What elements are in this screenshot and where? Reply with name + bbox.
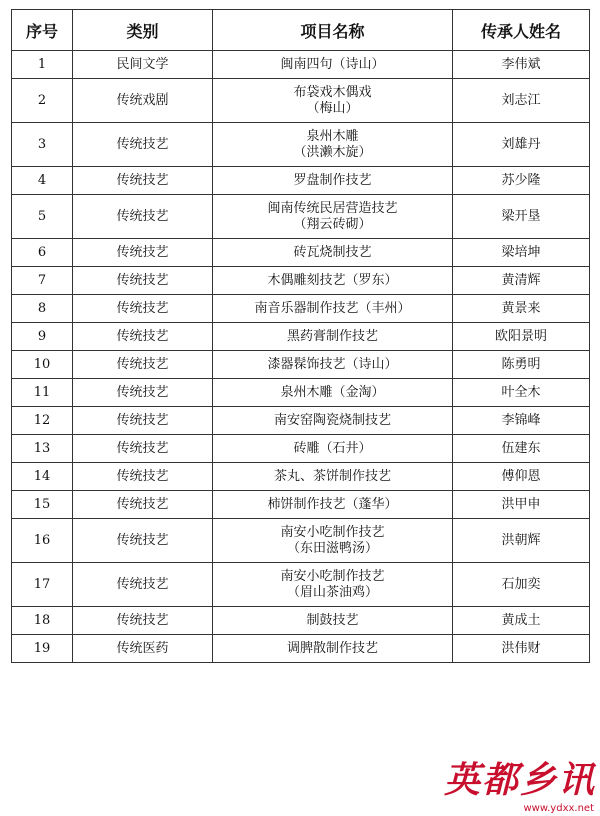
cell-inheritor-name: 黄清辉 [453, 267, 590, 295]
cell-category: 传统技艺 [73, 267, 213, 295]
project-name-line: 南安小吃制作技艺 [280, 568, 385, 584]
cell-category: 传统技艺 [73, 407, 213, 435]
cell-index: 19 [12, 635, 73, 663]
project-name-line: 泉州木雕 [306, 128, 359, 144]
project-name-line: 漆器髹饰技艺（诗山） [267, 356, 398, 372]
project-name-line: （东田滋鸭汤） [286, 540, 378, 556]
table-row [12, 123, 590, 167]
project-name-line: （洪濑木旋） [293, 144, 372, 160]
cell-project-name [213, 407, 453, 435]
cell-index: 12 [12, 407, 73, 435]
heritage-inheritor-table [11, 9, 590, 663]
cell-inheritor-name: 陈勇明 [453, 351, 590, 379]
cell-project-name [213, 123, 453, 167]
cell-category: 传统技艺 [73, 351, 213, 379]
cell-index: 7 [12, 267, 73, 295]
table-row [12, 351, 590, 379]
table-row [12, 635, 590, 663]
header-index: 序号 [12, 10, 73, 51]
cell-category: 传统技艺 [73, 519, 213, 563]
cell-category: 传统医药 [73, 635, 213, 663]
project-name-line: 柿饼制作技艺（蓬华） [267, 496, 398, 512]
table-row [12, 435, 590, 463]
project-name-line: 砖雕（石井） [293, 440, 372, 456]
table-row [12, 239, 590, 267]
table-row [12, 407, 590, 435]
cell-inheritor-name: 洪伟财 [453, 635, 590, 663]
cell-inheritor-name: 叶全木 [453, 379, 590, 407]
cell-category: 传统技艺 [73, 435, 213, 463]
cell-inheritor-name: 李伟斌 [453, 51, 590, 79]
cell-category: 传统技艺 [73, 167, 213, 195]
cell-index: 9 [12, 323, 73, 351]
header-category: 类别 [73, 10, 213, 51]
cell-index: 3 [12, 123, 73, 167]
cell-inheritor-name: 刘雄丹 [453, 123, 590, 167]
cell-project-name [213, 635, 453, 663]
table-row [12, 491, 590, 519]
cell-inheritor-name: 黄景来 [453, 295, 590, 323]
cell-project-name [213, 351, 453, 379]
project-name-line: 茶丸、茶饼制作技艺 [273, 468, 391, 484]
cell-project-name [213, 379, 453, 407]
table-row [12, 167, 590, 195]
cell-category: 传统技艺 [73, 195, 213, 239]
watermark-logo-text: 英都乡讯 [443, 759, 596, 801]
cell-category: 民间文学 [73, 51, 213, 79]
project-name-line: 闽南传统民居营造技艺 [267, 200, 398, 216]
cell-inheritor-name: 洪甲申 [453, 491, 590, 519]
cell-inheritor-name: 刘志江 [453, 79, 590, 123]
table-row [12, 463, 590, 491]
project-name-line: 制鼓技艺 [306, 612, 359, 628]
cell-category: 传统技艺 [73, 563, 213, 607]
cell-category: 传统技艺 [73, 123, 213, 167]
cell-category: 传统戏剧 [73, 79, 213, 123]
project-name-line: 砖瓦烧制技艺 [293, 244, 372, 260]
table-header-row [12, 10, 590, 51]
cell-index: 16 [12, 519, 73, 563]
table-row [12, 295, 590, 323]
cell-project-name [213, 239, 453, 267]
cell-index: 18 [12, 607, 73, 635]
table-row [12, 323, 590, 351]
cell-project-name [213, 79, 453, 123]
cell-index: 8 [12, 295, 73, 323]
cell-category: 传统技艺 [73, 607, 213, 635]
cell-index: 1 [12, 51, 73, 79]
cell-inheritor-name: 石加奕 [453, 563, 590, 607]
cell-project-name [213, 563, 453, 607]
table-row [12, 519, 590, 563]
cell-project-name [213, 491, 453, 519]
cell-project-name [213, 267, 453, 295]
cell-index: 13 [12, 435, 73, 463]
table-body [12, 51, 590, 663]
cell-project-name [213, 51, 453, 79]
cell-index: 6 [12, 239, 73, 267]
cell-project-name [213, 195, 453, 239]
cell-category: 传统技艺 [73, 295, 213, 323]
cell-index: 10 [12, 351, 73, 379]
cell-inheritor-name: 梁开垦 [453, 195, 590, 239]
project-name-line: 泉州木雕（金淘） [280, 384, 385, 400]
cell-inheritor-name: 欧阳景明 [453, 323, 590, 351]
project-name-line: （眉山茶油鸡） [286, 584, 378, 600]
cell-index: 11 [12, 379, 73, 407]
project-name-line: 布袋戏木偶戏 [293, 84, 372, 100]
cell-inheritor-name: 洪朝辉 [453, 519, 590, 563]
table-row [12, 79, 590, 123]
header-inheritor-name: 传承人姓名 [453, 10, 590, 51]
cell-index: 5 [12, 195, 73, 239]
table-row [12, 195, 590, 239]
table-row [12, 379, 590, 407]
cell-project-name [213, 295, 453, 323]
cell-project-name [213, 607, 453, 635]
cell-inheritor-name: 苏少隆 [453, 167, 590, 195]
cell-inheritor-name: 李锦峰 [453, 407, 590, 435]
cell-category: 传统技艺 [73, 463, 213, 491]
project-name-line: 南安窑陶瓷烧制技艺 [273, 412, 391, 428]
cell-index: 17 [12, 563, 73, 607]
table-row [12, 51, 590, 79]
cell-inheritor-name: 傅仰恩 [453, 463, 590, 491]
table-row [12, 563, 590, 607]
table-row [12, 607, 590, 635]
cell-project-name [213, 435, 453, 463]
cell-category: 传统技艺 [73, 379, 213, 407]
cell-category: 传统技艺 [73, 323, 213, 351]
cell-category: 传统技艺 [73, 491, 213, 519]
project-name-line: 木偶雕刻技艺（罗东） [267, 272, 398, 288]
project-name-line: （翔云砖砌） [293, 216, 372, 232]
cell-project-name [213, 463, 453, 491]
project-name-line: 黑药膏制作技艺 [286, 328, 378, 344]
project-name-line: 罗盘制作技艺 [293, 172, 372, 188]
cell-project-name [213, 519, 453, 563]
cell-project-name [213, 167, 453, 195]
watermark-url: www.ydxx.net [523, 803, 594, 814]
project-name-line: 闽南四句（诗山） [280, 56, 385, 72]
project-name-line: 南安小吃制作技艺 [280, 524, 385, 540]
project-name-line: 调脾散制作技艺 [286, 640, 378, 656]
project-name-line: （梅山） [306, 100, 359, 116]
cell-index: 15 [12, 491, 73, 519]
cell-category: 传统技艺 [73, 239, 213, 267]
cell-inheritor-name: 伍建东 [453, 435, 590, 463]
cell-inheritor-name: 黄成土 [453, 607, 590, 635]
cell-project-name [213, 323, 453, 351]
cell-inheritor-name: 梁培坤 [453, 239, 590, 267]
header-project-name: 项目名称 [213, 10, 453, 51]
table-row [12, 267, 590, 295]
site-watermark [436, 748, 600, 816]
cell-index: 14 [12, 463, 73, 491]
cell-index: 2 [12, 79, 73, 123]
project-name-line: 南音乐器制作技艺（丰州） [254, 300, 411, 316]
cell-index: 4 [12, 167, 73, 195]
